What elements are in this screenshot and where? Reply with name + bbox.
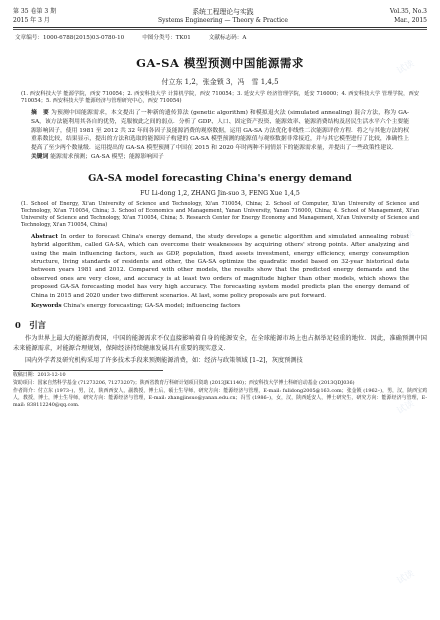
watermark: 试读: [395, 398, 417, 417]
footnote-funding: 资助项目：国家自然科学基金 (71273206, 71273207)；陕西省教育厅科研计划项目资助 (2013JK1140)；西安科技大学博士科研启动基金 (2013QDJ036): [13, 379, 355, 386]
title-cn: GA-SA 模型预测中国能源需求: [136, 56, 304, 70]
date-en: Mar., 2015: [394, 16, 427, 24]
keywords-cn-text: 能源需求预测；GA-SA 模型；能源影响因子: [50, 154, 164, 161]
abstract-en: [13, 233, 427, 300]
keywords-en-label: Keywords: [31, 303, 62, 310]
keywords-cn: [13, 153, 427, 161]
volume-en: Vol.35, No.3: [389, 8, 427, 15]
header-left: [13, 8, 56, 25]
article-meta: [13, 33, 427, 41]
authors-en: FU Li-dong 1,2, ZHANG Jin-suo 3, FENG Xue 1,4,5: [140, 189, 300, 197]
running-header: [13, 8, 427, 25]
watermark: 试读: [395, 568, 417, 587]
abstract-en-label: Abstract: [31, 233, 58, 240]
volume-cn: 第 35 卷第 3 期: [13, 8, 57, 15]
article-id: 文章编号：1000-6788(2015)03-0780-10: [15, 35, 125, 41]
abstract-cn-text: 为预测中国能源需求，本文提出了一种新的遗传算法 (genetic algorithm) 和模拟退火法 (simulated annealing) 混合方法，称为 GA-SA，该方法能利用其各自的优势，克服彼此之间的弱点．分析了 GDP、人口、固定资产投资、能源效率、能源消费结构及居民生活水平六个主要能源影响因子，使用 1981 至 2012 共 32 年间各因子及能源消费的观察数据，运用 GA-SA 方法优化非线性二次能源评价方程．将之与其他方法的权重系数比较，结果显示，提出的方法和选取的能源因子构建的 GA-SA 模型预测的能源值与观察数据非常接近，并与其它模型进行了比较，准确性上提高了至少两个数量级．运用提出的 GA-SA 模型预测了中国在 2015 和 2020 年时两种不同情景下的能源需求量，并提出了一些政策性建议．: [31, 110, 409, 151]
abstract-en-text: In order to forecast China's energy demand, the study develops a genetic algorithm and simulated annealing robust hybrid algorithm, called GA-SA, which can overcome their weaknesses by acquiring others' strong points. After analyzing and using the main influencing factors, such as GDP, population, fixed assets investment, energy efficiency, energy consumption structure, living standards of residents and other, the GA-SA optimize the quadratic model based on 32-year historical data between years 1981 and 2012. Compared with other models, the results show that the predicted energy demands and the observed ones are very close, and accuracy is at least two orders of magnitude higher than other models, which shows the proposed GA-SA forecasting model has very high accuracy. The forecasting system model predicts plan the energy demand of China in 2015 and 2020 under two different scenarios. At last, some policy proposals are put forward.: [31, 233, 409, 299]
footnote-author-info: 作者简介：付立东 (1973–)，男，汉，陕西西安人，副教授，博士后，硕士生导师，研究方向：能源经济与管理，E-mail: fulidong2005@163.com；张金锁 (1962–)，男，汉，陕西宝鸡人，教授，博士，博士生导师，研究方向：能源经济与管理，E-mail: zhangjinsuo@yanan.edu.cn；冯雪 (1986–)，女，汉，陕西延安人，博士研究生，研究方向：能源经济与管理，E-mail: 838112240@qq.com.: [13, 387, 427, 408]
footnote-rule: [13, 370, 163, 371]
clc-number: 中图分类号：TK01: [142, 35, 191, 41]
header-rule: [13, 27, 427, 28]
affiliations-cn: (1. 西安科技大学 能源学院，西安 710054；2. 西安科技大学 计算机学院，西安 710054；3. 延安大学 经济管理学院，延安 716000；4. 西安科技大学 管理学院，西安 710054；5. 西安科技大学 能源经济与管理研究中心，西安 710054): [21, 91, 419, 105]
intro-paragraph-2: 国内外学者及研究机构采用了许多技术手段来预测能源消费，如：经济与政策领域 [1–2]，灰度预测技: [25, 357, 303, 365]
keywords-cn-label: 关键词: [31, 154, 49, 161]
authors-cn: 付立东 1,2，张金锁 3，冯 雪 1,4,5: [161, 78, 279, 86]
journal-cn: 系统工程理论与实践: [192, 8, 254, 16]
keywords-en-text: China's energy forecasting; GA-SA model; influencing factors: [63, 303, 241, 310]
section-intro-title: 0 引言: [15, 320, 46, 331]
abstract-cn-label: 摘 要: [31, 110, 49, 117]
abstract-cn: [13, 109, 427, 152]
keywords-en: [13, 302, 427, 310]
journal-en: Systems Engineering — Theory & Practice: [157, 16, 288, 24]
footnote-received: 收稿日期：2013-12-10: [13, 371, 66, 378]
header-right: [390, 8, 427, 25]
header-center: [158, 8, 288, 25]
header-rule-thin: [13, 29, 427, 30]
title-en: GA-SA model forecasting China's energy demand: [88, 172, 352, 184]
doc-code: 文献标志码：A: [208, 35, 247, 41]
intro-paragraph-1: 作为世界上最大的能源消费国，中国的能源需求不仅直接影响着自身的能源安全，在全球能源市场上也占据举足轻重的地位．因此，准确预测中国未来能源需求，对能源合理规划，保障经济持续健康发展具有重要的现实意义．: [13, 335, 427, 352]
date-cn: 2015 年 3 月: [13, 16, 50, 24]
watermark: 试读: [395, 58, 417, 77]
watermark: 试读: [395, 228, 417, 247]
affiliations-en: (1. School of Energy, Xi'an University of Science and Technology, Xi'an 710054, China; 2. School of Computer, Xi'an University of Science and Technology, Xi'an 710054, China; 3. School of Economics and Management, Yanan University, Yanan 716000, China; 4. School of Management, Xi'an University of Science and Technology, Xi'an 710054, China; 5. Research Center for Energy Economy and Management, Xi'an University of Science and Technology, Xi'an 710054, China): [21, 200, 419, 228]
